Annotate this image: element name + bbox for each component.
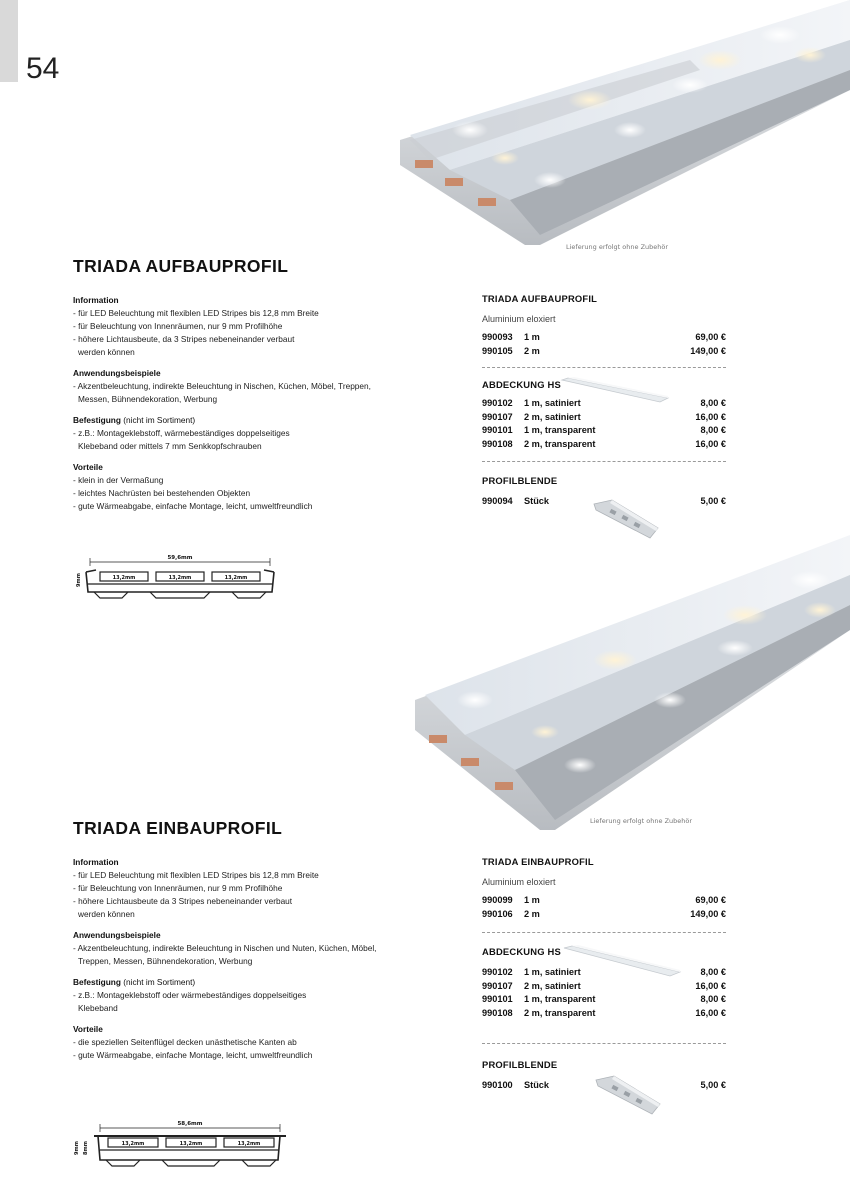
article-code: 990102 (482, 967, 513, 978)
table-material: Aluminium eloxiert (482, 877, 556, 887)
info-block-einbauprofil (73, 856, 403, 1070)
profile-cross-section-aufbau (70, 548, 290, 608)
info-note: (nicht im Sortiment) (120, 977, 196, 987)
info-line: - z.B.: Montageklebstoff oder wärmebeständiges doppelseitiges (73, 990, 307, 1000)
info-note: (nicht im Sortiment) (120, 415, 196, 425)
article-price: 16,00 € (695, 438, 726, 449)
article-desc: 1 m, satiniert (524, 967, 581, 978)
article-desc: 2 m, satiniert (524, 980, 581, 991)
info-line: Treppen, Messen, Bühnendekoration, Werbung (78, 956, 253, 966)
info-line: - z.B.: Montageklebstoff, wärmebeständiges doppelseitiges (73, 428, 290, 438)
info-line: - die speziellen Seitenflügel decken unästhetische Kanten ab (73, 1037, 297, 1047)
price-row (482, 424, 726, 438)
info-line: - für LED Beleuchtung mit flexiblen LED Stripes bis 12,8 mm Breite (73, 308, 319, 318)
info-group-vorteile (73, 461, 403, 513)
article-code: 990108 (482, 1007, 513, 1018)
table-title: PROFILBLENDE (482, 474, 558, 486)
info-heading: Vorteile (73, 462, 103, 472)
article-code: 990102 (482, 398, 513, 409)
dimension-width: 58,6mm (177, 1121, 203, 1127)
article-price: 8,00 € (700, 398, 726, 409)
divider (482, 1043, 726, 1044)
info-heading: Information (73, 295, 119, 305)
product-photo-einbauprofil (415, 520, 850, 830)
info-line: - für Beleuchtung von Innenräumen, nur 9 mm Profilhöhe (73, 321, 283, 331)
dimension-channel: 13,2mm (168, 575, 192, 581)
article-price: 69,00 € (695, 332, 726, 342)
info-line: - gute Wärmeabgabe, einfache Montage, leicht, umweltfreundlich (73, 501, 313, 511)
table-title: TRIADA AUFBAUPROFIL (482, 293, 598, 304)
divider (482, 367, 726, 368)
article-code: 990101 (482, 994, 513, 1005)
dimension-width: 59,6mm (167, 555, 193, 561)
info-line: - klein in der Vermaßung (73, 475, 164, 485)
info-block-aufbauprofil (73, 294, 403, 521)
article-price: 149,00 € (690, 345, 726, 356)
price-row (482, 908, 726, 922)
price-row (482, 980, 726, 994)
dimension-channel: 13,2mm (121, 1141, 145, 1147)
info-line: werden können (78, 347, 135, 357)
article-code: 990094 (482, 495, 513, 506)
info-line: - Akzentbeleuchtung, indirekte Beleuchtung in Nischen und Nuten, Küchen, Möbel, (73, 943, 377, 953)
article-desc: 1 m, satiniert (524, 398, 581, 409)
article-desc: 1 m (524, 895, 540, 905)
article-price: 8,00 € (700, 425, 726, 436)
article-code: 990107 (482, 411, 513, 422)
article-desc: 1 m, transparent (524, 994, 596, 1005)
article-code: 990105 (482, 345, 513, 356)
divider (482, 461, 726, 462)
article-price: 16,00 € (695, 980, 726, 991)
info-line: werden können (78, 909, 135, 919)
article-price: 16,00 € (695, 1007, 726, 1018)
info-line: Klebeband (78, 1003, 118, 1013)
article-price: 149,00 € (690, 908, 726, 919)
info-line: Messen, Bühnendekoration, Werbung (78, 394, 218, 404)
table-title: ABDECKUNG HS (482, 946, 561, 958)
info-line: Klebeband oder mittels 7 mm Senkkopfschrauben (78, 441, 262, 451)
article-price: 69,00 € (695, 895, 726, 905)
table-title: ABDECKUNG HS (482, 379, 561, 391)
page-number: 54 (26, 52, 60, 85)
article-code: 990100 (482, 1079, 513, 1090)
section-title: TRIADA EINBAUPROFIL (73, 818, 283, 838)
article-price: 8,00 € (700, 994, 726, 1005)
cover-strip-image (560, 376, 670, 404)
product-photo-aufbauprofil (390, 0, 850, 250)
table-title: TRIADA EINBAUPROFIL (482, 856, 594, 867)
price-row (482, 345, 726, 359)
table-material: Aluminium eloxiert (482, 314, 556, 324)
page-tab-marker (0, 0, 18, 82)
info-group-anwendung (73, 929, 403, 968)
info-line: - leichtes Nachrüsten bei bestehenden Objekten (73, 488, 251, 498)
info-line: - für LED Beleuchtung mit flexiblen LED Stripes bis 12,8 mm Breite (73, 870, 319, 880)
info-group-vorteile (73, 1023, 403, 1062)
info-line: - Akzentbeleuchtung, indirekte Beleuchtung in Nischen, Küchen, Möbel, Treppen, (73, 381, 371, 391)
dimension-channel: 13,2mm (179, 1141, 203, 1147)
price-row (482, 438, 726, 452)
info-heading: Befestigung (73, 415, 121, 425)
info-heading: Vorteile (73, 1024, 103, 1034)
profile-cross-section-einbau (70, 1116, 290, 1172)
endcap-image (592, 1074, 664, 1118)
article-desc: 2 m, transparent (524, 1007, 596, 1018)
info-group-befestigung (73, 414, 403, 453)
price-row (482, 331, 726, 345)
info-group-befestigung (73, 976, 403, 1015)
dimension-height: 9mm (74, 1141, 80, 1155)
dimension-height-inner: 8mm (83, 1141, 89, 1155)
article-desc: Stück (524, 1079, 550, 1090)
dimension-channel: 13,2mm (112, 575, 136, 581)
article-desc: 2 m (524, 908, 540, 919)
photo-caption: Lieferung erfolgt ohne Zubehör (566, 243, 669, 251)
article-code: 990107 (482, 980, 513, 991)
article-price: 16,00 € (695, 411, 726, 422)
dimension-channel: 13,2mm (224, 575, 248, 581)
info-line: - für Beleuchtung von Innenräumen, nur 9 mm Profilhöhe (73, 883, 283, 893)
price-row (482, 411, 726, 425)
info-group-anwendung (73, 367, 403, 406)
article-code: 990106 (482, 908, 513, 919)
info-line: - gute Wärmeabgabe, einfache Montage, leicht, umweltfreundlich (73, 1050, 313, 1060)
info-group-information (73, 294, 403, 359)
article-desc: 2 m, satiniert (524, 411, 581, 422)
info-line: - höhere Lichtausbeute da 3 Stripes nebeneinander verbaut (73, 896, 293, 906)
article-price: 5,00 € (700, 495, 726, 506)
article-desc: 2 m, transparent (524, 438, 596, 449)
cover-strip-image (562, 944, 682, 978)
info-group-information (73, 856, 403, 921)
price-row (482, 993, 726, 1007)
price-row (482, 1007, 726, 1021)
dimension-channel: 13,2mm (237, 1141, 261, 1147)
article-code: 990099 (482, 895, 513, 905)
article-code: 990108 (482, 438, 513, 449)
article-desc: 1 m, transparent (524, 425, 596, 436)
info-heading: Befestigung (73, 977, 121, 987)
section-title: TRIADA AUFBAUPROFIL (73, 256, 289, 276)
article-desc: 2 m (524, 345, 540, 356)
price-row (482, 894, 726, 908)
article-code: 990101 (482, 425, 513, 436)
info-heading: Anwendungsbeispiele (73, 368, 161, 378)
dimension-height: 9mm (76, 573, 82, 587)
article-desc: Stück (524, 495, 550, 506)
article-desc: 1 m (524, 332, 540, 342)
article-price: 8,00 € (700, 967, 726, 978)
table-title: PROFILBLENDE (482, 1058, 558, 1070)
info-heading: Information (73, 857, 119, 867)
article-code: 990093 (482, 332, 513, 342)
article-price: 5,00 € (700, 1079, 726, 1090)
info-line: - höhere Lichtausbeute, da 3 Stripes nebeneinander verbaut (73, 334, 295, 344)
photo-caption: Lieferung erfolgt ohne Zubehör (590, 817, 693, 825)
info-heading: Anwendungsbeispiele (73, 930, 161, 940)
divider (482, 932, 726, 933)
